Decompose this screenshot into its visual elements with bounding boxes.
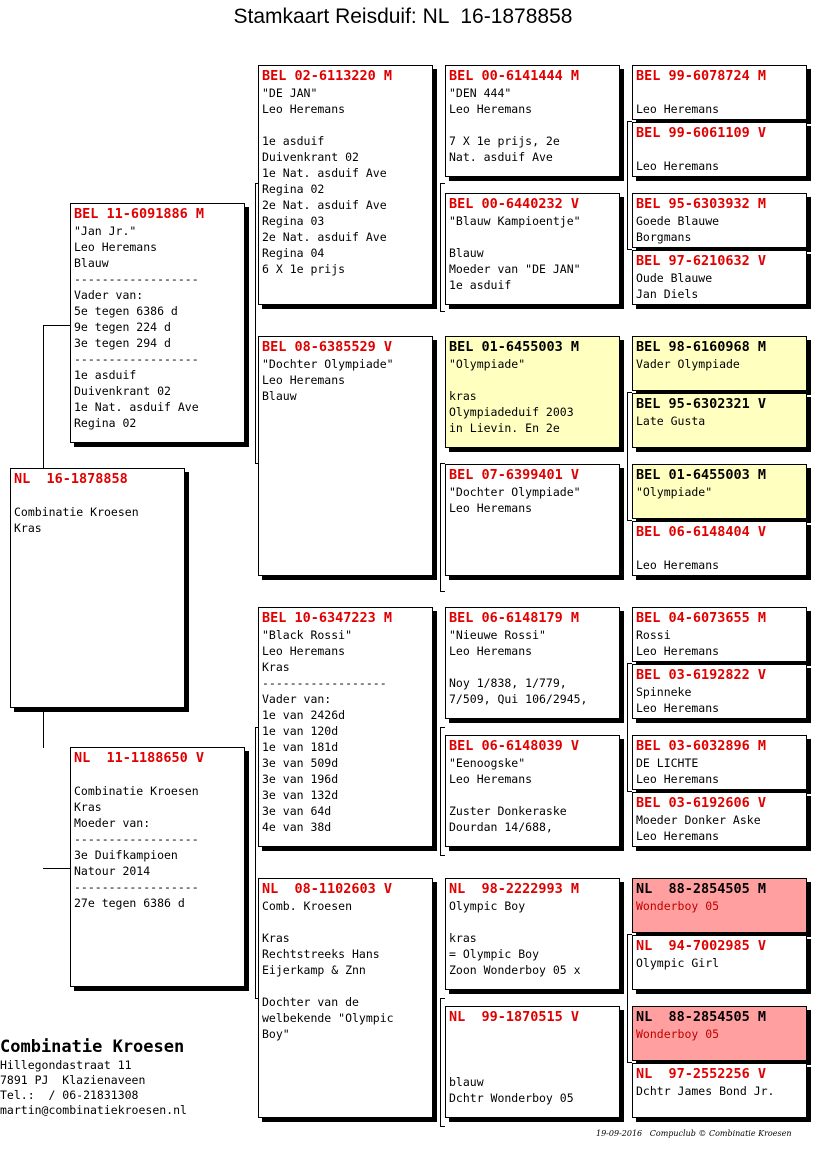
pigeon-info-line: 3e tegen 294 d (74, 336, 171, 350)
pigeon-info-line: Regina 02 (74, 416, 137, 430)
pigeon-info-line: "Black Rossi" (262, 628, 353, 642)
connector-line (255, 183, 256, 463)
pigeon-info-line (74, 767, 241, 783)
pigeon-info-line: 3e van 196d (262, 772, 339, 786)
pigeon-info-line: 3e Duifkampioen (74, 848, 178, 862)
pigeon-info-line: ------------------ (74, 832, 199, 846)
ring-number: BEL 06-6148404 V (636, 524, 767, 540)
pigeon-info-line: Rossi (636, 628, 671, 642)
pigeon-info-line: 5e tegen 6386 d (74, 304, 178, 318)
pigeon-card-paternal-grandfather (258, 65, 433, 305)
pigeon-info-line (449, 229, 616, 245)
pigeon-info-line: "Dochter Olympiade" (449, 485, 581, 499)
pigeon-info-line: kras (449, 931, 477, 945)
pigeon-info-line: Leo Heremans (449, 102, 533, 116)
ring-number: BEL 03-6032896 M (636, 738, 767, 754)
pigeon-info-line: Zoon Wonderboy 05 x (449, 963, 581, 977)
pigeon-info-line: Kras (74, 800, 102, 814)
connector-line (440, 183, 445, 184)
pigeon-info-line: Combinatie Kroesen (14, 505, 139, 519)
pigeon-info-line: Combinatie Kroesen (74, 784, 199, 798)
pigeon-card-g1 (632, 65, 807, 120)
pigeon-info-line: "Blauw Kampioentje" (449, 214, 581, 228)
connector-line (255, 727, 256, 998)
pigeon-info-line: Leo Heremans (636, 644, 720, 658)
ring-number: BEL 10-6347223 M (262, 610, 393, 626)
breeder-phone: Tel.: / 06-21831308 (0, 1088, 139, 1102)
pigeon-card-g6 (632, 393, 807, 448)
pigeon-info-line: 3e van 64d (262, 804, 332, 818)
ring-number: BEL 01-6455003 M (449, 339, 580, 355)
pigeon-info-line: Kras (262, 660, 290, 674)
pigeon-info-line: 1e van 2426d (262, 708, 346, 722)
pigeon-info-line: Kras (262, 931, 290, 945)
pigeon-info-line: 9e tegen 224 d (74, 320, 171, 334)
pigeon-info-line: 27e tegen 6386 d (74, 896, 185, 910)
pigeon-card-ffm (445, 193, 620, 305)
pigeon-card-fmm (445, 464, 620, 576)
pigeon-info-line: Dochter van de (262, 995, 359, 1009)
pigeon-info-line: Natour 2014 (74, 864, 151, 878)
page-title: Stamkaart Reisduif: NL 16-1878858 (233, 5, 573, 28)
pigeon-info-line: Vader van: (262, 692, 332, 706)
pigeon-card-mfm (445, 735, 620, 847)
pigeon-info-line: Comb. Kroesen (262, 899, 353, 913)
pigeon-info-line (262, 117, 429, 133)
ring-number: BEL 95-6303932 M (636, 196, 767, 212)
ring-number: BEL 06-6148179 M (449, 610, 580, 626)
pigeon-info-line: Vader van: (74, 288, 144, 302)
connector-line (440, 1126, 445, 1127)
pigeon-info-line: = Olympic Boy (449, 947, 540, 961)
pigeon-card-g15 (632, 1006, 807, 1061)
pigeon-card-father (70, 203, 245, 443)
ring-number: BEL 06-6148039 V (449, 738, 580, 754)
pigeon-info-line: 7/509, Qui 106/2945, (449, 692, 588, 706)
pigeon-card-g7 (632, 464, 807, 519)
pigeon-info-line (449, 1042, 616, 1058)
connector-line (43, 325, 44, 468)
pigeon-info-line: Wonderboy 05 (636, 1027, 720, 1041)
pigeon-info-line: "Olympiade" (636, 485, 713, 499)
connector-line (440, 183, 441, 311)
pigeon-info-line: 1e van 181d (262, 740, 339, 754)
breeder-name: Combinatie Kroesen (0, 1037, 185, 1057)
pigeon-info-line: Leo Heremans (449, 501, 533, 515)
pigeon-info-line: ------------------ (262, 676, 387, 690)
pigeon-info-line (449, 1058, 616, 1074)
pigeon-info-line: "Nieuwe Rossi" (449, 628, 546, 642)
pigeon-info-line: Duivenkrant 02 (262, 150, 359, 164)
connector-line (440, 727, 445, 728)
pigeon-info-line: Spinneke (636, 685, 692, 699)
pigeon-info-line: "Eenoogske" (449, 756, 526, 770)
pigeon-info-line: Olympiadeduif 2003 (449, 405, 574, 419)
pigeon-info-line (636, 541, 803, 557)
pigeon-info-line (636, 85, 803, 101)
pigeon-info-line: 1e Nat. asduif Ave (74, 400, 199, 414)
ring-number: BEL 99-6061109 V (636, 125, 767, 141)
pigeon-card-paternal-grandmother (258, 336, 433, 576)
pigeon-info-line: Moeder van: (74, 816, 151, 830)
pigeon-info-line: Moeder van "DE JAN" (449, 262, 581, 276)
pigeon-info-line (449, 372, 616, 388)
pigeon-card-subject (10, 468, 185, 708)
pigeon-info-line: Leo Heremans (636, 558, 720, 572)
pigeon-info-line: 6 X 1e prijs (262, 262, 346, 276)
pigeon-card-g12 (632, 792, 807, 847)
pigeon-info-line: Oude Blauwe (636, 271, 713, 285)
ring-number: BEL 03-6192606 V (636, 795, 767, 811)
ring-number: BEL 98-6160968 M (636, 339, 767, 355)
ring-number: BEL 08-6385529 V (262, 339, 393, 355)
ring-number: BEL 97-6210632 V (636, 253, 767, 269)
pigeon-info-line: blauw (449, 1075, 484, 1089)
pigeon-info-line: Zuster Donkeraske (449, 804, 567, 818)
ring-number: BEL 00-6141444 M (449, 68, 580, 84)
connector-line (440, 998, 445, 999)
pigeon-info-line: Eijerkamp & Znn (262, 963, 366, 977)
ring-number: NL 88-2854505 M (636, 881, 767, 897)
pigeon-info-line: Noy 1/838, 1/779, (449, 676, 567, 690)
pigeon-card-g14 (632, 935, 807, 990)
ring-number: BEL 11-6091886 M (74, 206, 205, 222)
pigeon-info-line: Blauw (74, 256, 109, 270)
pigeon-card-fmf (445, 336, 620, 448)
pigeon-info-line: "Dochter Olympiade" (262, 357, 394, 371)
pigeon-card-g5 (632, 336, 807, 391)
pigeon-info-line: in Lievin. En 2e (449, 421, 560, 435)
pigeon-info-line: Wonderboy 05 (636, 899, 720, 913)
pigeon-info-line: Olympic Girl (636, 956, 720, 970)
ring-number: BEL 04-6073655 M (636, 610, 767, 626)
pigeon-card-g2 (632, 122, 807, 177)
pigeon-info-line: Blauw (449, 246, 484, 260)
pigeon-info-line: Vader Olympiade (636, 357, 740, 371)
pigeon-info-line: Leo Heremans (636, 829, 720, 843)
ring-number: NL 94-7002985 V (636, 938, 767, 954)
pigeon-info-line: Dchtr James Bond Jr. (636, 1084, 775, 1098)
connector-line (627, 934, 628, 1062)
pigeon-info-line: 3e van 132d (262, 788, 339, 802)
pigeon-card-g4 (632, 250, 807, 305)
pigeon-info-line: Dchtr Wonderboy 05 (449, 1091, 574, 1105)
pigeon-info-line: Leo Heremans (449, 772, 533, 786)
pigeon-info-line: kras (449, 389, 477, 403)
pigeon-info-line: 4e van 38d (262, 820, 332, 834)
pigeon-card-g10 (632, 664, 807, 719)
connector-line (627, 663, 628, 791)
ring-number: NL 88-2854505 M (636, 1009, 767, 1025)
ring-number: BEL 95-6302321 V (636, 396, 767, 412)
pigeon-info-line: Blauw (262, 389, 297, 403)
pigeon-info-line: Leo Heremans (262, 373, 346, 387)
pigeon-info-line: ------------------ (74, 352, 199, 366)
pigeon-info-line (262, 978, 429, 994)
pigeon-info-line: Boy" (262, 1027, 290, 1041)
pigeon-info-line: Regina 04 (262, 246, 325, 260)
pigeon-info-line: Late Gusta (636, 414, 706, 428)
pigeon-info-line: 1e van 120d (262, 724, 339, 738)
pigeon-info-line (262, 914, 429, 930)
pigeon-info-line: "DEN 444" (449, 86, 512, 100)
breeder-email: martin@combinatiekroesen.nl (0, 1103, 187, 1117)
pigeon-info-line: 1e Nat. asduif Ave (262, 166, 387, 180)
pigeon-info-line: Olympic Boy (449, 899, 526, 913)
pigeon-info-line: Leo Heremans (636, 102, 720, 116)
pigeon-info-line (449, 914, 616, 930)
connector-line (627, 121, 628, 249)
pigeon-card-fff (445, 65, 620, 177)
pigeon-card-mmf (445, 878, 620, 990)
ring-number: BEL 01-6455003 M (636, 467, 767, 483)
ring-number: NL 98-2222993 M (449, 881, 580, 897)
pigeon-info-line: 2e Nat. asduif Ave (262, 230, 387, 244)
breeder-info (0, 1036, 187, 1118)
connector-line (43, 708, 44, 748)
pigeon-info-line: "DE JAN" (262, 86, 318, 100)
connector-line (440, 855, 445, 856)
connector-line (43, 325, 70, 326)
pigeon-info-line: 3e van 509d (262, 756, 339, 770)
pigeon-info-line: "Olympiade" (449, 357, 526, 371)
ring-number: NL 97-2552256 V (636, 1066, 767, 1082)
pigeon-card-mmm (445, 1006, 620, 1118)
pigeon-card-g8 (632, 521, 807, 576)
ring-number: BEL 00-6440232 V (449, 196, 580, 212)
pigeon-info-line: Nat. asduif Ave (449, 150, 553, 164)
breeder-address: Hillegondastraat 11 (0, 1058, 132, 1072)
pigeon-card-g9 (632, 607, 807, 662)
pigeon-info-line: Regina 02 (262, 182, 325, 196)
connector-line (440, 727, 441, 855)
pigeon-card-g16 (632, 1063, 807, 1118)
pigeon-info-line: Leo Heremans (636, 701, 720, 715)
pigeon-info-line: Leo Heremans (74, 240, 158, 254)
pigeon-card-g11 (632, 735, 807, 790)
pigeon-info-line: Kras (14, 521, 42, 535)
ring-number: BEL 99-6078724 M (636, 68, 767, 84)
connector-line (440, 463, 441, 591)
pigeon-info-line: Dourdan 14/688, (449, 820, 553, 834)
pigeon-info-line: welbekende "Olympic (262, 1011, 394, 1025)
pigeon-info-line: Leo Heremans (262, 644, 346, 658)
pigeon-info-line: Leo Heremans (636, 159, 720, 173)
pigeon-info-line: 2e Nat. asduif Ave (262, 198, 387, 212)
pigeon-card-mff (445, 607, 620, 719)
pigeon-card-maternal-grandmother (258, 878, 433, 1118)
connector-line (440, 311, 445, 312)
pigeon-info-line: Rechtstreeks Hans (262, 947, 380, 961)
pigeon-info-line: Leo Heremans (449, 644, 533, 658)
pigeon-info-line: 1e asduif (449, 278, 512, 292)
connector-line (440, 998, 441, 1126)
ring-number: BEL 03-6192822 V (636, 667, 767, 683)
print-credit: 19-09-2016 Compuclub © Combinatie Kroesen (596, 1129, 792, 1138)
pigeon-info-line (636, 142, 803, 158)
pigeon-info-line (449, 659, 616, 675)
ring-number: BEL 02-6113220 M (262, 68, 393, 84)
connector-line (627, 392, 628, 520)
pigeon-info-line: Leo Heremans (636, 772, 720, 786)
pigeon-info-line: DE LICHTE (636, 756, 699, 770)
pigeon-card-g3 (632, 193, 807, 248)
connector-line (440, 591, 445, 592)
ring-number: BEL 07-6399401 V (449, 467, 580, 483)
pigeon-info-line: 1e asduif (262, 134, 325, 148)
pigeon-info-line: ------------------ (74, 880, 199, 894)
ring-number: NL 08-1102603 V (262, 881, 393, 897)
pigeon-info-line: Goede Blauwe (636, 214, 720, 228)
pigeon-card-mother (70, 747, 245, 987)
pigeon-info-line: "Jan Jr." (74, 224, 137, 238)
pigeon-info-line: 7 X 1e prijs, 2e (449, 134, 560, 148)
pigeon-info-line (449, 1026, 616, 1042)
pigeon-info-line: Jan Diels (636, 287, 699, 301)
pigeon-info-line: Duivenkrant 02 (74, 384, 171, 398)
pigeon-info-line (449, 117, 616, 133)
ring-number: NL 11-1188650 V (74, 750, 205, 766)
pigeon-card-g13 (632, 878, 807, 933)
pigeon-info-line: Borgmans (636, 230, 692, 244)
pigeon-info-line (449, 787, 616, 803)
pigeon-info-line: Moeder Donker Aske (636, 813, 761, 827)
ring-number: NL 99-1870515 V (449, 1009, 580, 1025)
connector-line (43, 868, 70, 869)
breeder-postcode: 7891 PJ Klazienaveen (0, 1073, 146, 1087)
pigeon-info-line: Regina 03 (262, 214, 325, 228)
ring-number: NL 16-1878858 (14, 471, 128, 487)
pigeon-info-line (14, 488, 181, 504)
pigeon-card-maternal-grandfather (258, 607, 433, 847)
pigeon-info-line: 1e asduif (74, 368, 137, 382)
pigeon-info-line: ------------------ (74, 272, 199, 286)
pigeon-info-line: Leo Heremans (262, 102, 346, 116)
